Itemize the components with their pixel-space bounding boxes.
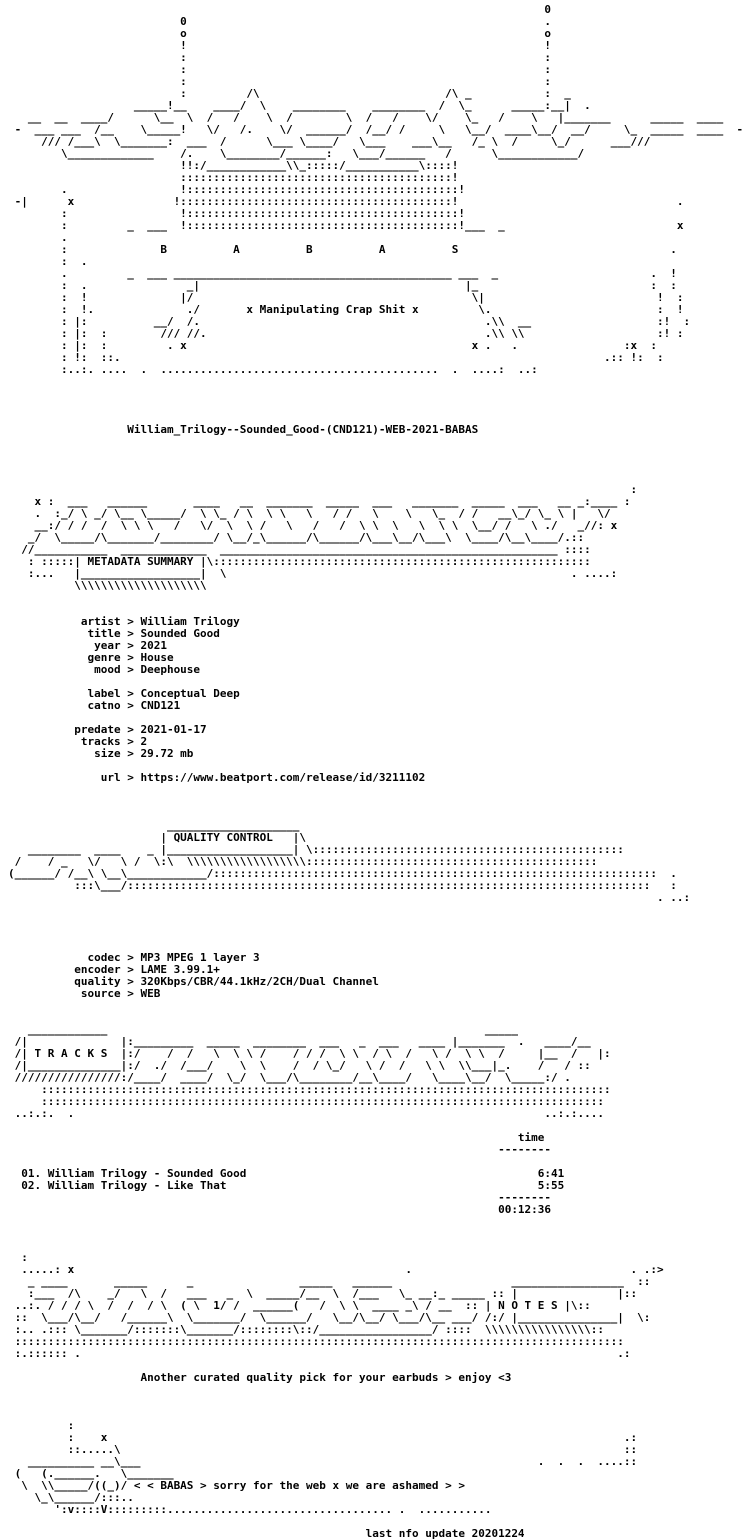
- nfo-ascii-text: 0 0 . o o ! ! : : : : : : : /\ /\ _ : _ _____!__ ____/ \ ________ ________ / \_ _____:__| . __ __ ____/ \__ \ / / \ / \ / / \/ \_ / \ |_______ _____ ____ - ___ ___ /__ \_____! \/ /. \/ ______/ /__/ / \ \__/ ____\__/ __/ \_ _____ ____ - /// /___\ \_______: ___ / \___ \____/ \___ ___\__ /_ \ / \_/ ___/// \_____________ /. \________/______: \___/______ / \____________/ !!:/____________\\_:::::/___________\::::! :::::::::::::::::::::::::::::::::::::::::! . !:::::::::::::::::::::::::::::::::::::::::! -| x !:::::::::::::::::::::::::::::::::::::::::! . : !:::::::::::::::::::::::::::::::::::::::::! : _ ___ !:::::::::::::::::::::::::::::::::::::::::!___ _ x . : B A B A S . : . . _ ___ __________________________________________ ___ _ . ! : . _| |_ : : : ! |/ \| ! : : !. ./ x Manipulating Crap Shit x \. : ! : |: __/ /. .\\ __ :! : : |: : /// //. .\\ \\ :! : : |: : . x x . . :x : : !: ::. .:: !: : :..:. .... . .......................................... . ....: ..: William_Trilogy--Sounded_Good-(CND121)-WEB-2021-BABAS : x : ___ ______ ____ __ _______ _____ ___ _______ _____ ___ __ _:____ : . :_/ \ _/ \__ \_____/ \ \_ / \ \ \ \ / / \ \ \_ / / __\_/ \_ \ | \/ __:/ / / / \ \ \ / \/ \ \ / \ / / \ \ \ \ \ \ \__/ / \ ./ _//: x _/ \_____/\_______/________/ \__/_\______/\______/\___\__/\___\ \____/\__\____/.:: //___________ _____________ ___________________________________________________ :::: : :::::| METADATA SUMMARY |\::::::::::::::::::::::::::::::::::::::::::::::::::::::::: :... |__________________| \ . ....: \\\\\\\\\\\\\\\\\\\\ artist > William Trilogy title > Sounded Good year > 2021 genre > House mood > Deephouse label > Conceptual Deep catno > CND121 predate > 2021-01-17 tracks > 2 size > 29.72 mb url > https://www.beatport.com/release/id/3211102 ____________________ | QUALITY CONTROL |\ ________ ____ _ |___________________| \::::::::::::::::::::::::::::::::::::::::::::::: / / _ \/ \ / \:\ \\\\\\\\\\\\\\\\\\:::::::::::::::::::::::::::::::::::::::::::: (______/ /__\ \__\____________/::::::::::::::::::::::::::::::::::::::::::::::::::::::::::::::::::: . :::\___/::::::::::::::::::::::::::::::::::::::::::::::::::::::::::::::::::::::::::::::: : . ..: codec > MP3 MPEG 1 layer 3 encoder > LAME 3.99.1+ quality > 320Kbps/CBR/44.1kHz/2CH/Dual Channel source > WEB ____________ _____ /| |:_________ _____ ________ ___ _ ___ ____ |_______ . ____/__ /| T R A C K S |:/ / / \ \ \ / / / / \ \ / \ / \ / \ \ / |__ / |: /|______________|:/ ./ /___/ \ \ / / \_/ \ / / \ \ \\___|_. / / :: ////////////////:/____/ ____/ \_/ \___/\________/__\____/ \____\__/ \_____:/ . :::::::::::::::::::::::::::::::::::::::::::::::::::::::::::::::::::::::::::::::::::::: ::::::::::::::::::::::::::::::::::::::::::::::::::::::::::::::::::::::::::::::::::::: ..:.:. . ..:.:.... time -------- 01. William Trilogy - Sounded Good 6:41 02. William Trilogy - Like That 5:55 -------- 00:12:36 : .....: x . . .:> _ ____ _____ _ _____ ______ _________________ :: :___ /\ _/ \ / ___ _ \ _____/__ \ /___ \_ __:_ _____ :: | |:: ..:. / / / \ / / / \ ( \ 1/ / ______( / \ \ ____ _\ / __ :: | N O T E S |\:: :: \___/\__/ /______\ \_______/ \______/ \__/\__/ \___/\__ ___/ /:/ |_______________| \: :.. .::: \_______/:::::::\_______/::::::::\::/_________________/ :::: \\\\\\\\\\\\\\\\:: :::::::::::::::::::::::::::::::::::::::::::::::::::::::::::::::::::::::::::::::::::::::::::: :.:::::: . .: Another curated quality pick for your earbuds > enjoy <3 : : x .: ::.....\ :: __________ __\___ . . . ....:: ( (.______. \_______ \ \\_____/((_)/ < < BABAS > sorry for the web x we are ashamed > > \_\______/:::.. ':v::::V:::::::::.................................. . ........... last nfo update 20201224: [8, 3, 743, 1540]
